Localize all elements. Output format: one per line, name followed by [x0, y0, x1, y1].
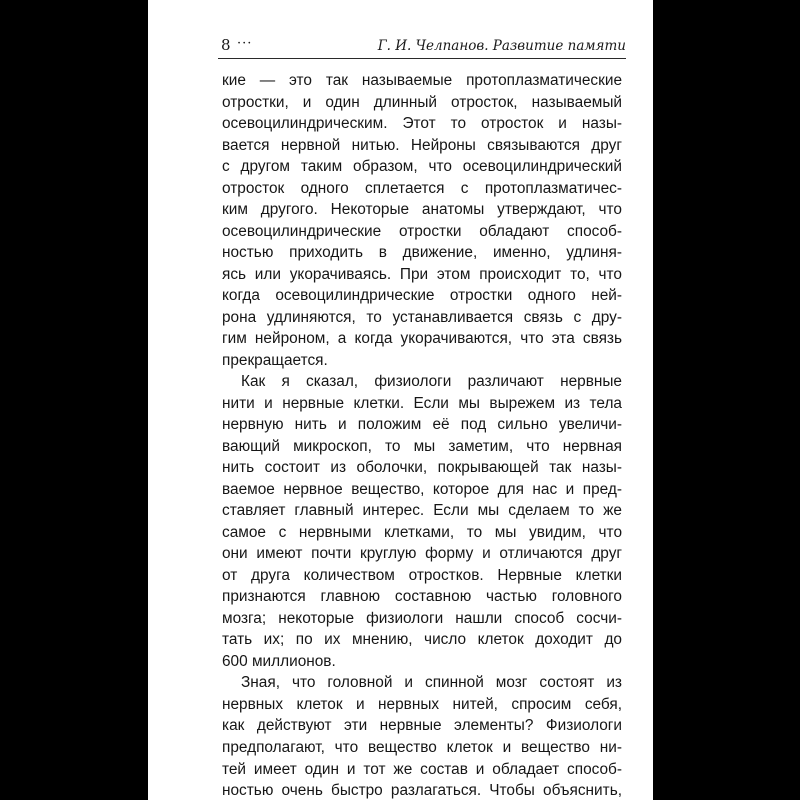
text-line: тать их; по их мнению, число клеток доходит до — [222, 631, 622, 649]
text-line: предполагают, что вещество клеток и вещество ни- — [222, 738, 622, 756]
text-line: признаются главною составною частью головного — [222, 588, 622, 606]
page-number-ornament: ··· — [237, 36, 253, 51]
left-margin-bar — [0, 0, 148, 800]
body-text — [222, 70, 622, 800]
text-line: от друга количеством отростков. Нервные клетки — [222, 566, 622, 584]
text-line: они имеют почти круглую форму и отличаются друг — [222, 545, 622, 563]
text-line: рона удлиняются, то устанавливается связь с дру- — [222, 308, 622, 326]
paragraph — [222, 672, 622, 800]
text-line: нервных клеток и нервных нитей, спросим себя, — [222, 695, 622, 713]
running-header-title: Г. И. Челпанов. Развитие памяти — [377, 38, 626, 54]
page-number: 8 — [221, 36, 231, 54]
text-line: нить состоит из оболочки, покрывающей так назы- — [222, 459, 622, 477]
text-line: отростки, и один длинный отросток, называемый — [222, 93, 622, 111]
text-line: тей имеет один и тот же состав и обладает способ- — [222, 760, 622, 778]
text-line: ясь или укорачиваясь. При этом происходит то, что — [222, 265, 622, 283]
text-line: ностью очень быстро разлагаться. Чтобы объяснить, — [222, 782, 622, 800]
text-line: нити и нервные клетки. Если мы вырежем из тела — [222, 394, 622, 412]
header-rule — [218, 58, 626, 59]
text-line: гим нейроном, а когда укорачиваются, что эта связь — [222, 330, 622, 348]
text-line: осевоцилиндрические отростки обладают способ- — [222, 222, 622, 240]
book-page — [148, 0, 653, 800]
text-line: прекращается. — [222, 351, 328, 369]
paragraph — [222, 70, 622, 371]
text-line: отросток одного сплетается с протоплазматичес- — [222, 179, 622, 197]
text-line: 600 миллионов. — [222, 652, 336, 670]
text-line: нервную нить и положим её под сильно увеличи- — [222, 416, 622, 434]
text-line: ким другого. Некоторые анатомы утверждают, что — [222, 201, 622, 219]
right-margin-bar — [653, 0, 800, 800]
text-line: кие — это так называемые протоплазматические — [222, 72, 622, 89]
text-line: вающий микроскоп, то мы заметим, что нервная — [222, 437, 622, 455]
paragraph — [222, 371, 622, 672]
text-line: осевоцилиндрическим. Этот то отросток и назы- — [222, 115, 622, 133]
text-line: мозга; некоторые физиологи нашли способ сосчи- — [222, 609, 622, 627]
text-line: ваемое нервное вещество, которое для нас и пред- — [222, 480, 622, 498]
text-line: ставляет главный интерес. Если мы сделаем то же — [222, 502, 622, 520]
text-line: Как я сказал, физиологи различают нервные — [241, 373, 622, 391]
text-line: как действуют эти нервные элементы? Физиологи — [222, 717, 622, 735]
text-line: когда осевоцилиндрические отростки одного ней- — [222, 287, 622, 305]
text-line: Зная, что головной и спинной мозг состоят из — [241, 674, 622, 692]
text-line: с другом таким образом, что осевоцилиндрический — [222, 158, 622, 176]
text-line: ностью приходить в движение, именно, удлиня- — [222, 244, 622, 262]
text-line: вается нервной нитью. Нейроны связываются друг — [222, 136, 622, 154]
running-header — [218, 36, 630, 58]
text-line: самое с нервными клетками, то мы увидим, что — [222, 523, 622, 541]
